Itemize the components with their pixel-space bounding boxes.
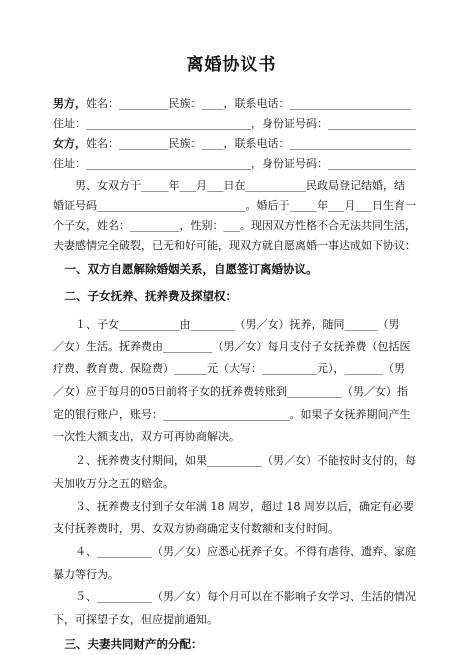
male-party-line [53, 97, 423, 111]
line-bold: 三、夫妻共同财产的分配： [53, 637, 203, 651]
body-line [53, 477, 423, 491]
line-text: 姓名：_________民族：____，联系电话：______________________ [86, 137, 411, 150]
male-address-line [53, 117, 423, 131]
line-text: 住址：______________________________，身份证号码：________________ [53, 117, 416, 130]
body-line [53, 385, 423, 399]
line-text: ２、抚养费支付期间，如果__________（男／女）不能按时支付的，每 [53, 454, 416, 467]
line-text: ／女）应于每月的05日前将子女的抚养费转账到__________（男／女）指 [53, 385, 408, 398]
line-text: 个子女，姓名：_________，性别：___。现因双方性格不合无法共同生活， [53, 219, 416, 232]
body-line [53, 340, 423, 354]
document-title: 离婚协议书 [186, 55, 277, 75]
female-address-line [53, 157, 423, 171]
line-bold: 一、双方自愿解除婚姻关系，自愿签订离婚协议。 [53, 262, 318, 276]
line-text: 定的银行账户，账号：_______________________。如果子女抚养期间产生 [53, 408, 411, 421]
body-line [53, 500, 423, 514]
body-line [53, 219, 423, 233]
line-text: 一次性大额支出，双方可再协商解决。 [53, 430, 240, 443]
section-heading-1 [53, 262, 423, 276]
line-bold: 二、子女抚养、抚养费及探望权： [53, 289, 237, 303]
line-text: １、子女___________由________（男／女）抚养，随同______（男 [53, 318, 400, 331]
body-line [53, 199, 423, 213]
body-line [53, 522, 423, 536]
body-line [53, 613, 423, 627]
body-line [53, 568, 423, 582]
line-text: 男、女双方于_____年___月___日在___________民政局登记结婚，结 [53, 179, 405, 192]
line-text: 天加收万分之五的赔金。 [53, 477, 174, 490]
line-text: 疗费、教育费、保险费）______元（大写：__________元），_______（男 [53, 362, 405, 375]
female-party-line [53, 137, 423, 151]
line-text: 婚证号码___________________________。婚后于_____年___月___日生育一 [53, 199, 416, 212]
line-text: 住址：______________________________，身份证号码：________________ [53, 157, 416, 170]
line-text: ／女）生活。抚养费由_________（男／女）每月支付子女抚养费（包括医 [53, 340, 411, 353]
body-line [53, 239, 423, 253]
line-text: ３、抚养费支付到子女年满 18 周岁，超过 18 周岁以后，确定有必要 [53, 500, 414, 513]
section-heading-3 [53, 637, 423, 651]
line-text: 夫妻感情完全破裂，已无和好可能，现双方就自愿离婚一事达成如下协议： [53, 239, 416, 252]
line-text: ５、__________（男／女）每个月可以在不影响子女学习、生活的情况 [53, 590, 416, 603]
section-heading-2 [53, 289, 423, 303]
line-bold: 男方， [53, 97, 86, 110]
line-text: ４、__________（男／女）应悉心抚养子女。不得有虐待、遗弃、家庭 [53, 545, 416, 558]
line-text: 姓名：_________民族：____，联系电话：______________________ [86, 97, 411, 110]
body-line [53, 545, 423, 559]
body-line [53, 454, 423, 468]
line-text: 支付抚养费时，男、女双方协商确定支付数额和支付时间。 [53, 522, 339, 535]
body-line [53, 430, 423, 444]
line-bold: 女方， [53, 137, 86, 150]
body-line [53, 408, 423, 422]
line-text: 暴力等行为。 [53, 568, 119, 581]
line-text: 下，可探望子女，但应提前通知。 [53, 613, 218, 626]
body-line [53, 318, 423, 332]
body-line [53, 179, 423, 193]
body-line [53, 590, 423, 604]
body-line [53, 362, 423, 376]
